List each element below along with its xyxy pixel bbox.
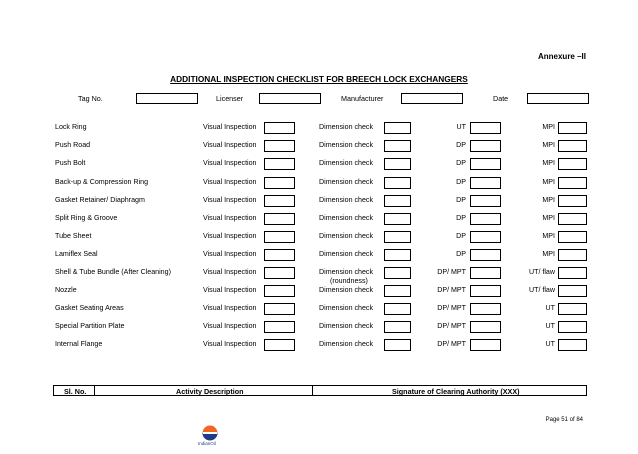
check-box[interactable] <box>384 140 411 152</box>
item-label: Internal Flange <box>55 340 103 348</box>
dimension-check-sublabel: (roundness) <box>330 277 368 285</box>
dimension-check-label: Dimension check <box>319 250 374 258</box>
test-method-label: MPI <box>542 250 555 258</box>
visual-inspection-label: Visual Inspection <box>203 268 257 276</box>
page-title: ADDITIONAL INSPECTION CHECKLIST FOR BREECH LOCK EXCHANGERS <box>170 74 468 84</box>
test-method-label: MPI <box>542 214 555 222</box>
check-box[interactable] <box>470 303 501 315</box>
annexure-label: Annexure –II <box>537 52 586 61</box>
check-box[interactable] <box>558 267 587 279</box>
check-box[interactable] <box>264 339 295 351</box>
test-method-label: MPI <box>542 123 555 131</box>
check-box[interactable] <box>384 213 411 225</box>
check-box[interactable] <box>264 158 295 170</box>
logo-wordmark: IndianOil <box>198 441 216 446</box>
visual-inspection-label: Visual Inspection <box>203 141 257 149</box>
test-method-label: UT <box>545 304 555 312</box>
item-label: Split Ring & Groove <box>55 214 118 222</box>
check-box[interactable] <box>470 231 501 243</box>
visual-inspection-label: Visual Inspection <box>203 304 257 312</box>
checklist-row <box>0 213 638 227</box>
manufacturer-label: Manufacturer <box>341 94 384 103</box>
check-box[interactable] <box>558 339 587 351</box>
checklist-row <box>0 177 638 191</box>
item-label: Shell & Tube Bundle (After Cleaning) <box>55 268 171 276</box>
item-label: Special Partition Plate <box>55 322 125 330</box>
check-box[interactable] <box>558 249 587 261</box>
test-method-label: MPI <box>542 159 555 167</box>
dimension-check-label: Dimension check <box>319 196 374 204</box>
check-box[interactable] <box>470 321 501 333</box>
dimension-check-label: Dimension check <box>319 322 374 330</box>
check-box[interactable] <box>558 140 587 152</box>
ndt-method-label: DP <box>456 196 466 204</box>
check-box[interactable] <box>558 321 587 333</box>
check-box[interactable] <box>558 158 587 170</box>
date-label: Date <box>493 94 509 103</box>
check-box[interactable] <box>384 195 411 207</box>
checklist-row <box>0 140 638 154</box>
ndt-method-label: DP/ MPT <box>437 340 466 348</box>
check-box[interactable] <box>470 122 501 134</box>
item-label: Lock Ring <box>55 123 87 131</box>
test-method-label: UT/ flaw <box>528 286 555 294</box>
item-label: Tube Sheet <box>55 232 92 240</box>
activity-description-header: Activity Description <box>176 387 244 396</box>
item-label: Gasket Retainer/ Diaphragm <box>55 196 145 204</box>
licenser-label: Licenser <box>216 94 244 103</box>
dimension-check-label: Dimension check <box>319 304 374 312</box>
visual-inspection-label: Visual Inspection <box>203 286 257 294</box>
checklist-row <box>0 339 638 353</box>
test-method-label: MPI <box>542 178 555 186</box>
dimension-check-label: Dimension check <box>319 286 374 294</box>
ndt-method-label: DP <box>456 159 466 167</box>
checklist-row <box>0 321 638 335</box>
licenser-field[interactable] <box>259 93 321 104</box>
item-label: Push Bolt <box>55 159 86 167</box>
check-box[interactable] <box>384 177 411 189</box>
check-box[interactable] <box>470 158 501 170</box>
check-box[interactable] <box>470 249 501 261</box>
test-method-label: UT <box>545 322 555 330</box>
check-box[interactable] <box>470 267 501 279</box>
check-box[interactable] <box>384 303 411 315</box>
signature-header: Signature of Clearing Authority (XXX) <box>392 387 520 396</box>
check-box[interactable] <box>264 195 295 207</box>
ndt-method-label: DP <box>456 232 466 240</box>
visual-inspection-label: Visual Inspection <box>203 214 257 222</box>
dimension-check-label: Dimension check <box>319 268 374 276</box>
item-label: Gasket Seating Areas <box>55 304 124 312</box>
visual-inspection-label: Visual Inspection <box>203 159 257 167</box>
checklist-row <box>0 285 638 299</box>
check-box[interactable] <box>558 285 587 297</box>
test-method-label: MPI <box>542 141 555 149</box>
test-method-label: MPI <box>542 232 555 240</box>
date-field[interactable] <box>527 93 589 104</box>
ndt-method-label: UT <box>456 123 466 131</box>
page-number: Page 51 of 84 <box>545 417 583 423</box>
check-box[interactable] <box>264 140 295 152</box>
signature-table-header <box>53 385 587 396</box>
check-box[interactable] <box>470 177 501 189</box>
visual-inspection-label: Visual Inspection <box>203 123 257 131</box>
visual-inspection-label: Visual Inspection <box>203 322 257 330</box>
dimension-check-label: Dimension check <box>319 178 374 186</box>
check-box[interactable] <box>264 231 295 243</box>
check-box[interactable] <box>384 339 411 351</box>
tag-no-label: Tag No. <box>78 94 103 103</box>
item-label: Back-up & Compression Ring <box>55 178 149 186</box>
check-box[interactable] <box>264 303 295 315</box>
check-box[interactable] <box>264 177 295 189</box>
check-box[interactable] <box>384 285 411 297</box>
check-box[interactable] <box>470 285 501 297</box>
checklist-row <box>0 195 638 209</box>
ndt-method-label: DP/ MPT <box>437 304 466 312</box>
checklist-row <box>0 122 638 136</box>
check-box[interactable] <box>384 231 411 243</box>
tag-no-field[interactable] <box>136 93 198 104</box>
check-box[interactable] <box>264 122 295 134</box>
test-method-label: UT/ flaw <box>528 268 555 276</box>
visual-inspection-label: Visual Inspection <box>203 340 257 348</box>
checklist-row <box>0 158 638 172</box>
check-box[interactable] <box>264 213 295 225</box>
item-label: Nozzle <box>55 286 77 294</box>
ndt-method-label: DP/ MPT <box>437 322 466 330</box>
check-box[interactable] <box>264 285 295 297</box>
item-label: Push Road <box>55 141 91 149</box>
check-box[interactable] <box>384 249 411 261</box>
check-box[interactable] <box>558 231 587 243</box>
visual-inspection-label: Visual Inspection <box>203 196 257 204</box>
check-box[interactable] <box>558 303 587 315</box>
check-box[interactable] <box>558 195 587 207</box>
check-box[interactable] <box>264 249 295 261</box>
item-label: Lamiflex Seal <box>55 250 98 258</box>
dimension-check-label: Dimension check <box>319 214 374 222</box>
dimension-check-label: Dimension check <box>319 123 374 131</box>
check-box[interactable] <box>558 213 587 225</box>
check-box[interactable] <box>470 339 501 351</box>
check-box[interactable] <box>558 177 587 189</box>
ndt-method-label: DP/ MPT <box>437 286 466 294</box>
dimension-check-label: Dimension check <box>319 232 374 240</box>
ndt-method-label: DP <box>456 178 466 186</box>
check-box[interactable] <box>470 195 501 207</box>
dimension-check-label: Dimension check <box>319 159 374 167</box>
visual-inspection-label: Visual Inspection <box>203 232 257 240</box>
dimension-check-label: Dimension check <box>319 141 374 149</box>
ndt-method-label: DP <box>456 250 466 258</box>
checklist-row <box>0 249 638 263</box>
ndt-method-label: DP/ MPT <box>437 268 466 276</box>
checklist-row <box>0 303 638 317</box>
dimension-check-label: Dimension check <box>319 340 374 348</box>
check-box[interactable] <box>384 321 411 333</box>
check-box[interactable] <box>384 267 411 279</box>
checklist-row <box>0 231 638 245</box>
visual-inspection-label: Visual Inspection <box>203 250 257 258</box>
visual-inspection-label: Visual Inspection <box>203 178 257 186</box>
check-box[interactable] <box>470 213 501 225</box>
checklist-row <box>0 267 638 285</box>
sl-no-header: Sl. No. <box>64 387 87 396</box>
check-box[interactable] <box>384 158 411 170</box>
test-method-label: UT <box>545 340 555 348</box>
check-box[interactable] <box>470 140 501 152</box>
check-box[interactable] <box>384 122 411 134</box>
check-box[interactable] <box>264 321 295 333</box>
manufacturer-field[interactable] <box>401 93 463 104</box>
test-method-label: MPI <box>542 196 555 204</box>
check-box[interactable] <box>558 122 587 134</box>
ndt-method-label: DP <box>456 214 466 222</box>
indianoil-logo <box>199 425 221 449</box>
check-box[interactable] <box>264 267 295 279</box>
ndt-method-label: DP <box>456 141 466 149</box>
